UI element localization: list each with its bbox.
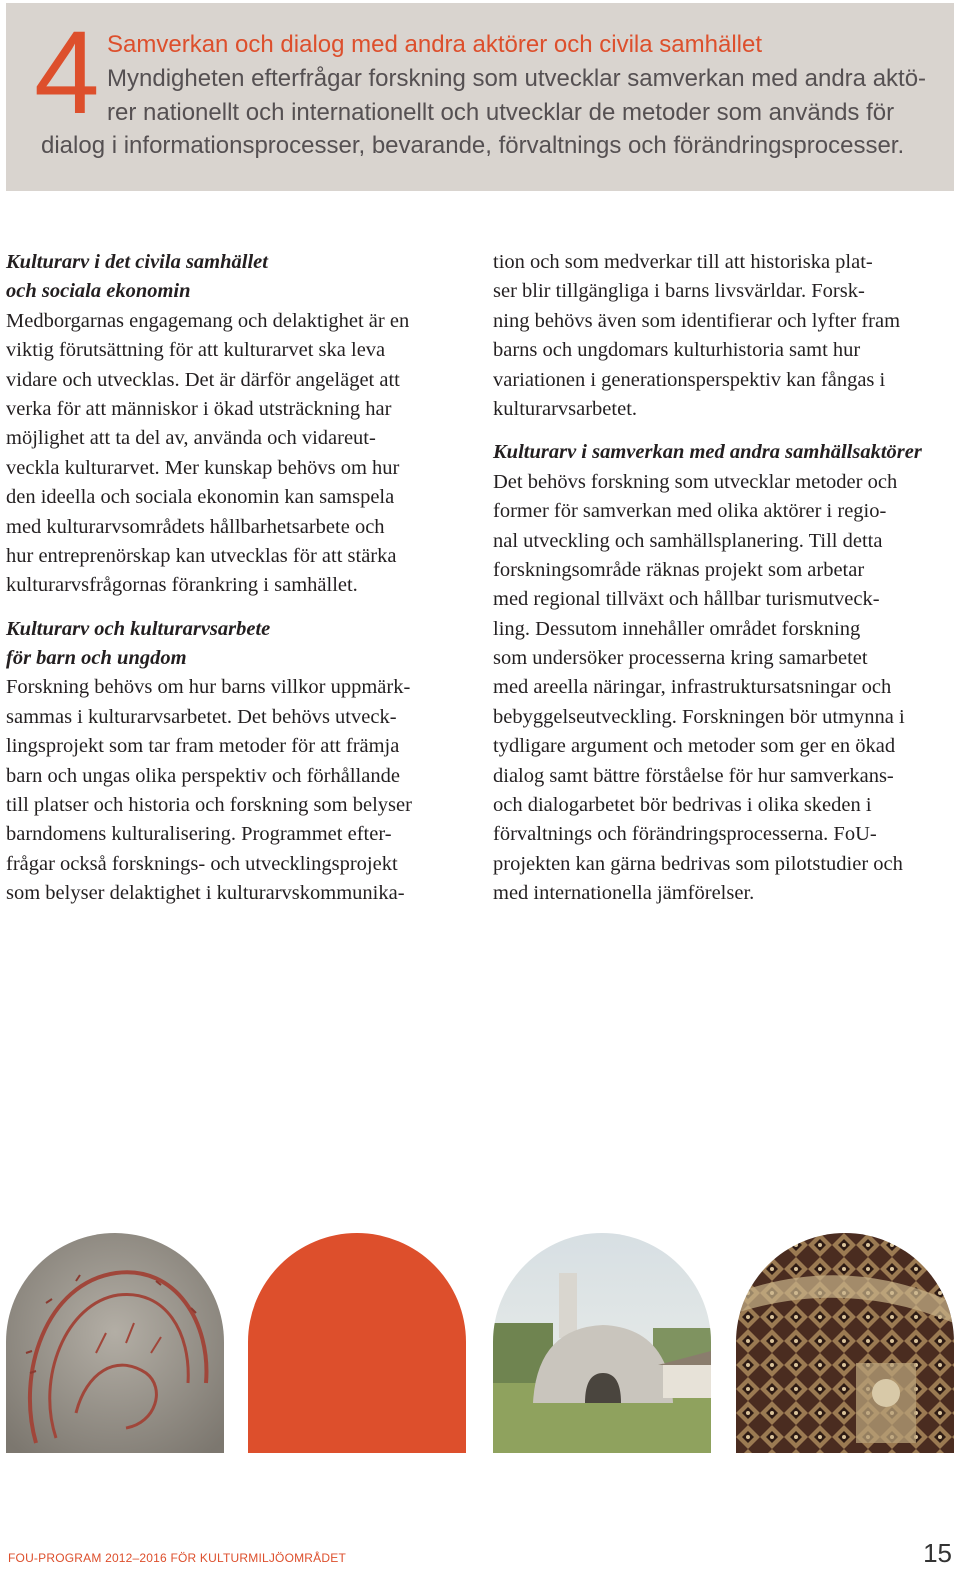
section-title: Samverkan och dialog med andra aktörer och civila samhället — [107, 31, 762, 58]
body-line: former för samverkan med olika aktörer i regio- — [493, 500, 887, 523]
subheading: och sociala ekonomin — [6, 280, 191, 303]
body-line: tydligare argument och metoder som ger en ökad — [493, 735, 896, 758]
body-line: till platser och historia och forskning som belyser — [6, 794, 412, 817]
lime-kiln-photo — [493, 1233, 711, 1453]
body-line: den ideella och sociala ekonomin kan samspela — [6, 486, 395, 509]
body-line: forskningsområde räknas projekt som arbetar — [493, 558, 865, 581]
footer-program-title: FOU-PROGRAM 2012–2016 FÖR KULTURMILJÖOMRÅDET — [8, 1551, 346, 1565]
intro-line: rer nationellt och internationellt och utvecklar de metoder som används för — [107, 99, 895, 126]
orange-shape — [248, 1233, 466, 1453]
subheading: Kulturarv i det civila samhället — [6, 251, 268, 273]
body-line: förvaltnings och förändringsprocesserna. FoU- — [493, 823, 877, 846]
body-line: som undersöker processerna kring samarbetet — [493, 647, 868, 670]
body-line: sammas i kulturarvsarbetet. Det behövs utveck- — [6, 705, 397, 728]
intro-line: dialog i informationsprocesser, bevarande, förvaltnings och förändringsprocesser. — [41, 132, 905, 159]
body-line: veckla kulturarvet. Mer kunskap behövs om hur — [6, 456, 400, 479]
body-line: möjlighet att ta del av, använda och vidareut- — [6, 427, 376, 450]
textile-photo — [736, 1233, 954, 1453]
body-line: tion och som medverkar till att historiska plat- — [493, 251, 873, 273]
body-line: frågar också forsknings- och utvecklingsprojekt — [6, 852, 398, 875]
body-line: variationen i generationsperspektiv kan fångas i — [493, 368, 886, 391]
body-line: med kulturarvsområdets hållbarhetsarbete och — [6, 515, 385, 538]
body-line: Forskning behövs om hur barns villkor uppmärk- — [6, 676, 411, 699]
body-line: lingsprojekt som tar fram metoder för att främja — [6, 735, 400, 758]
subheading: för barn och ungdom — [6, 647, 187, 670]
body-line: Medborgarnas engagemang och delaktighet är en — [6, 309, 410, 332]
runestone-photo — [6, 1233, 224, 1453]
left-column — [6, 248, 471, 909]
right-column — [493, 248, 955, 909]
body-line: ning behövs även som identifierar och lyfter fram — [493, 309, 901, 332]
body-line: barndomens kulturalisering. Programmet efter- — [6, 823, 392, 846]
body-line: vidare och utvecklas. Det är därför angeläget att — [6, 368, 400, 391]
intro-line: Myndigheten efterfrågar forskning som utvecklar samverkan med andra aktö- — [107, 65, 927, 92]
body-line: dialog samt bättre förståelse för hur samverkans- — [493, 764, 894, 787]
body-line: projekten kan gärna bedrivas som pilotstudier och — [493, 852, 903, 875]
body-line: med regional tillväxt och hållbar turismutveck- — [493, 588, 880, 611]
subheading: Kulturarv i samverkan med andra samhällsaktörer — [493, 441, 922, 464]
section-number: 4 — [34, 7, 100, 139]
body-line: kulturarvsarbetet. — [493, 397, 638, 420]
body-line: barn och ungas olika perspektiv och förhållande — [6, 764, 400, 787]
body-line: som belyser delaktighet i kulturarvskommunika- — [6, 882, 405, 905]
body-line: verka för att människor i ökad utsträckning har — [6, 397, 392, 420]
body-line: med areella näringar, infrastruktursatsningar och — [493, 676, 892, 699]
body-line: viktig förutsättning för att kulturarvet ska leva — [6, 339, 386, 362]
body-line: barns och ungdomars kulturhistoria samt hur — [493, 339, 861, 362]
body-line: kulturarvsfrågornas förankring i samhället. — [6, 574, 358, 597]
image-strip — [0, 1233, 960, 1455]
body-line: ser blir tillgängliga i barns livsvärldar. Forsk- — [493, 280, 865, 303]
body-line: och dialogarbetet bör bedrivas i olika skeden i — [493, 794, 872, 817]
body-line: ling. Dessutom innehåller området forskning — [493, 617, 861, 640]
body-line: bebyggelseutveckling. Forskningen bör utmynna i — [493, 705, 905, 728]
body-line: med internationella jämförelser. — [493, 882, 755, 905]
body-line: Det behövs forskning som utvecklar metoder och — [493, 470, 898, 493]
body-line: nal utveckling och samhällsplanering. Till detta — [493, 529, 883, 552]
page-number: 15 — [923, 1538, 952, 1568]
body-line: hur entreprenörskap kan utvecklas för att stärka — [6, 544, 397, 567]
subheading: Kulturarv och kulturarvsarbete — [6, 617, 271, 640]
